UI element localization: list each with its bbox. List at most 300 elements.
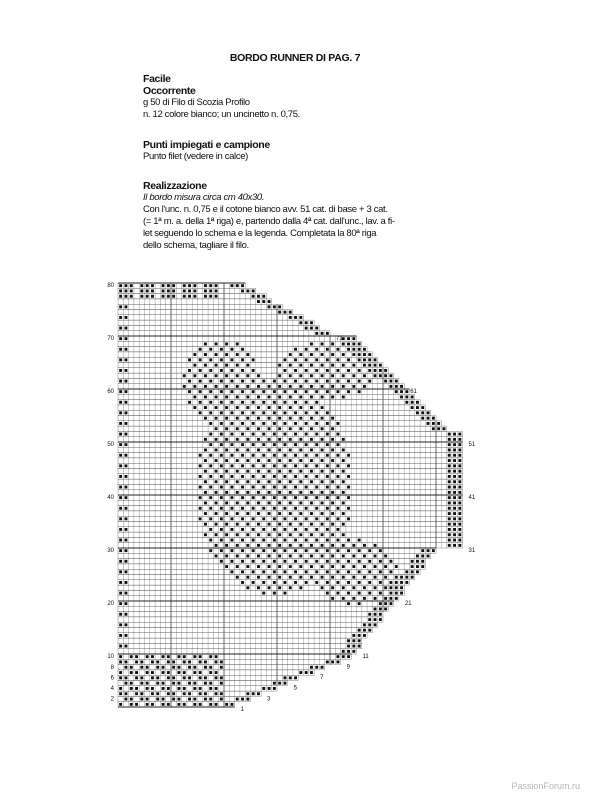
chart-filled-cell bbox=[453, 544, 456, 547]
chart-filled-cell bbox=[162, 703, 165, 706]
chart-filled-cell bbox=[342, 555, 345, 558]
chart-filled-cell bbox=[204, 502, 207, 505]
chart-filled-cell bbox=[337, 517, 340, 520]
chart-filled-cell bbox=[347, 602, 350, 605]
chart-filled-cell bbox=[310, 523, 313, 526]
chart-filled-cell bbox=[225, 449, 228, 452]
chart-filled-cell bbox=[146, 682, 149, 685]
chart-filled-cell bbox=[278, 438, 281, 441]
chart-filled-cell bbox=[368, 623, 371, 626]
chart-filled-cell bbox=[453, 528, 456, 531]
chart-filled-cell bbox=[368, 613, 371, 616]
chart-filled-cell bbox=[236, 459, 239, 462]
chart-filled-cell bbox=[458, 533, 461, 536]
chart-filled-cell bbox=[225, 438, 228, 441]
chart-filled-cell bbox=[188, 692, 191, 695]
chart-filled-cell bbox=[321, 491, 324, 494]
chart-filled-cell bbox=[236, 406, 239, 409]
chart-filled-cell bbox=[119, 623, 122, 626]
chart-filled-cell bbox=[209, 454, 212, 457]
chart-filled-cell bbox=[427, 555, 430, 558]
chart-filled-cell bbox=[273, 560, 276, 563]
chart-filled-cell bbox=[326, 433, 329, 436]
chart-filled-cell bbox=[220, 676, 223, 679]
chart-filled-cell bbox=[347, 486, 350, 489]
chart-filled-cell bbox=[448, 475, 451, 478]
chart-filled-cell bbox=[257, 491, 260, 494]
chart-filled-cell bbox=[140, 676, 143, 679]
chart-filled-cell bbox=[284, 496, 287, 499]
chart-filled-cell bbox=[241, 549, 244, 552]
chart-filled-cell bbox=[458, 454, 461, 457]
execution-heading: Realizzazione bbox=[143, 180, 207, 192]
chart-filled-cell bbox=[140, 692, 143, 695]
chart-filled-cell bbox=[278, 417, 281, 420]
chart-filled-cell bbox=[193, 703, 196, 706]
chart-filled-cell bbox=[305, 411, 308, 414]
chart-filled-cell bbox=[326, 507, 329, 510]
chart-filled-cell bbox=[289, 576, 292, 579]
chart-filled-cell bbox=[299, 449, 302, 452]
chart-filled-cell bbox=[299, 586, 302, 589]
chart-filled-cell bbox=[209, 411, 212, 414]
chart-filled-cell bbox=[204, 661, 207, 664]
chart-filled-cell bbox=[294, 454, 297, 457]
chart-filled-cell bbox=[246, 427, 249, 430]
chart-filled-cell bbox=[257, 438, 260, 441]
chart-filled-cell bbox=[220, 475, 223, 478]
difficulty-heading: Facile bbox=[143, 73, 171, 85]
chart-filled-cell bbox=[284, 581, 287, 584]
chart-filled-cell bbox=[215, 417, 218, 420]
chart-filled-cell bbox=[119, 676, 122, 679]
chart-filled-cell bbox=[284, 464, 287, 467]
chart-filled-cell bbox=[119, 703, 122, 706]
chart-filled-cell bbox=[215, 427, 218, 430]
chart-filled-cell bbox=[241, 528, 244, 531]
chart-filled-cell bbox=[199, 676, 202, 679]
chart-row bbox=[118, 537, 463, 542]
chart-filled-cell bbox=[231, 528, 234, 531]
chart-filled-cell bbox=[379, 608, 382, 611]
chart-filled-cell bbox=[458, 528, 461, 531]
chart-filled-cell bbox=[220, 464, 223, 467]
chart-filled-cell bbox=[427, 422, 430, 425]
chart-filled-cell bbox=[178, 666, 181, 669]
chart-filled-cell bbox=[289, 470, 292, 473]
chart-filled-cell bbox=[299, 491, 302, 494]
chart-filled-cell bbox=[262, 422, 265, 425]
chart-filled-cell bbox=[379, 613, 382, 616]
chart-filled-cell bbox=[204, 676, 207, 679]
chart-filled-cell bbox=[443, 427, 446, 430]
chart-filled-cell bbox=[278, 427, 281, 430]
chart-row bbox=[118, 315, 304, 320]
chart-filled-cell bbox=[257, 565, 260, 568]
chart-filled-cell bbox=[289, 676, 292, 679]
chart-filled-cell bbox=[432, 422, 435, 425]
chart-filled-cell bbox=[262, 570, 265, 573]
chart-filled-cell bbox=[236, 438, 239, 441]
execution-block bbox=[143, 180, 463, 252]
chart-filled-cell bbox=[151, 692, 154, 695]
chart-filled-cell bbox=[273, 549, 276, 552]
chart-filled-cell bbox=[146, 703, 149, 706]
chart-filled-cell bbox=[427, 549, 430, 552]
chart-row bbox=[118, 553, 431, 558]
chart-filled-cell bbox=[289, 480, 292, 483]
chart-row bbox=[118, 649, 357, 654]
chart-row bbox=[118, 431, 463, 436]
chart-filled-cell bbox=[252, 581, 255, 584]
chart-filled-cell bbox=[294, 507, 297, 510]
chart-filled-cell bbox=[268, 480, 271, 483]
chart-filled-cell bbox=[331, 565, 334, 568]
chart-filled-cell bbox=[374, 555, 377, 558]
chart-filled-cell bbox=[119, 433, 122, 436]
chart-filled-cell bbox=[119, 517, 122, 520]
chart-filled-cell bbox=[273, 486, 276, 489]
chart-filled-cell bbox=[310, 459, 313, 462]
chart-filled-cell bbox=[119, 560, 122, 563]
chart-filled-cell bbox=[331, 523, 334, 526]
chart-filled-cell bbox=[347, 560, 350, 563]
chart-filled-cell bbox=[146, 671, 149, 674]
chart-filled-cell bbox=[183, 671, 186, 674]
chart-filled-cell bbox=[448, 449, 451, 452]
chart-filled-cell bbox=[331, 544, 334, 547]
chart-filled-cell bbox=[220, 666, 223, 669]
chart-filled-cell bbox=[268, 502, 271, 505]
chart-filled-cell bbox=[193, 666, 196, 669]
chart-filled-cell bbox=[241, 570, 244, 573]
chart-filled-cell bbox=[289, 586, 292, 589]
chart-filled-cell bbox=[241, 475, 244, 478]
chart-filled-cell bbox=[390, 570, 393, 573]
chart-filled-cell bbox=[262, 539, 265, 542]
chart-filled-cell bbox=[453, 438, 456, 441]
chart-filled-cell bbox=[453, 464, 456, 467]
chart-filled-cell bbox=[305, 549, 308, 552]
chart-filled-cell bbox=[416, 406, 419, 409]
chart-filled-cell bbox=[453, 470, 456, 473]
chart-filled-cell bbox=[199, 401, 202, 404]
materials-heading: Occorrente bbox=[143, 85, 196, 97]
chart-filled-cell bbox=[337, 464, 340, 467]
chart-filled-cell bbox=[305, 517, 308, 520]
chart-filled-cell bbox=[188, 698, 191, 701]
chart-filled-cell bbox=[368, 549, 371, 552]
chart-filled-cell bbox=[352, 576, 355, 579]
chart-filled-cell bbox=[278, 533, 281, 536]
chart-filled-cell bbox=[220, 661, 223, 664]
chart-filled-cell bbox=[156, 682, 159, 685]
chart-filled-cell bbox=[130, 671, 133, 674]
chart-filled-cell bbox=[220, 401, 223, 404]
chart-filled-cell bbox=[458, 443, 461, 446]
chart-filled-cell bbox=[448, 502, 451, 505]
chart-filled-cell bbox=[246, 576, 249, 579]
chart-filled-cell bbox=[225, 427, 228, 430]
chart-filled-cell bbox=[204, 470, 207, 473]
chart-filled-cell bbox=[384, 555, 387, 558]
chart-filled-cell bbox=[257, 586, 260, 589]
chart-filled-cell bbox=[284, 570, 287, 573]
chart-filled-cell bbox=[125, 486, 128, 489]
chart-filled-cell bbox=[130, 682, 133, 685]
chart-filled-cell bbox=[278, 523, 281, 526]
chart-filled-cell bbox=[347, 539, 350, 542]
stitches-heading: Punti impiegati e campione bbox=[143, 139, 270, 151]
chart-filled-cell bbox=[315, 528, 318, 531]
chart-filled-cell bbox=[241, 454, 244, 457]
chart-filled-cell bbox=[252, 411, 255, 414]
chart-filled-cell bbox=[363, 629, 366, 632]
chart-filled-cell bbox=[130, 666, 133, 669]
chart-filled-cell bbox=[262, 411, 265, 414]
chart-filled-cell bbox=[162, 666, 165, 669]
chart-filled-cell bbox=[193, 698, 196, 701]
chart-filled-cell bbox=[384, 565, 387, 568]
chart-filled-cell bbox=[305, 454, 308, 457]
chart-filled-cell bbox=[119, 401, 122, 404]
chart-filled-cell bbox=[273, 433, 276, 436]
chart-filled-cell bbox=[125, 454, 128, 457]
chart-filled-cell bbox=[347, 464, 350, 467]
chart-filled-cell bbox=[379, 570, 382, 573]
chart-filled-cell bbox=[374, 613, 377, 616]
chart-filled-cell bbox=[167, 671, 170, 674]
chart-filled-cell bbox=[220, 682, 223, 685]
chart-filled-cell bbox=[193, 682, 196, 685]
chart-filled-cell bbox=[448, 491, 451, 494]
chart-filled-cell bbox=[188, 401, 191, 404]
chart-filled-cell bbox=[231, 443, 234, 446]
chart-filled-cell bbox=[448, 523, 451, 526]
chart-filled-cell bbox=[453, 512, 456, 515]
chart-filled-cell bbox=[337, 592, 340, 595]
chart-filled-cell bbox=[241, 517, 244, 520]
chart-filled-cell bbox=[352, 650, 355, 653]
chart-filled-cell bbox=[246, 586, 249, 589]
chart-filled-cell bbox=[215, 655, 218, 658]
chart-filled-cell bbox=[427, 411, 430, 414]
chart-filled-cell bbox=[347, 475, 350, 478]
chart-filled-cell bbox=[236, 576, 239, 579]
chart-filled-cell bbox=[246, 544, 249, 547]
chart-filled-cell bbox=[458, 486, 461, 489]
chart-filled-cell bbox=[315, 433, 318, 436]
chart-filled-cell bbox=[220, 496, 223, 499]
chart-filled-cell bbox=[368, 581, 371, 584]
chart-filled-cell bbox=[305, 507, 308, 510]
chart-filled-cell bbox=[241, 433, 244, 436]
chart-filled-cell bbox=[310, 470, 313, 473]
chart-filled-cell bbox=[315, 539, 318, 542]
chart-filled-cell bbox=[363, 544, 366, 547]
chart-filled-cell bbox=[326, 539, 329, 542]
chart-filled-cell bbox=[241, 486, 244, 489]
chart-filled-cell bbox=[284, 539, 287, 542]
chart-filled-cell bbox=[119, 570, 122, 573]
chart-filled-cell bbox=[347, 496, 350, 499]
chart-filled-cell bbox=[246, 565, 249, 568]
chart-filled-cell bbox=[294, 422, 297, 425]
chart-filled-cell bbox=[284, 411, 287, 414]
chart-filled-cell bbox=[278, 491, 281, 494]
chart-filled-cell bbox=[315, 486, 318, 489]
chart-filled-cell bbox=[299, 480, 302, 483]
chart-filled-cell bbox=[321, 544, 324, 547]
chart-filled-cell bbox=[315, 560, 318, 563]
chart-filled-cell bbox=[368, 618, 371, 621]
chart-filled-cell bbox=[209, 475, 212, 478]
chart-filled-cell bbox=[204, 512, 207, 515]
chart-filled-cell bbox=[310, 427, 313, 430]
chart-filled-cell bbox=[416, 560, 419, 563]
chart-filled-cell bbox=[294, 411, 297, 414]
chart-filled-cell bbox=[458, 496, 461, 499]
chart-filled-cell bbox=[204, 459, 207, 462]
chart-filled-cell bbox=[178, 687, 181, 690]
chart-filled-cell bbox=[220, 539, 223, 542]
chart-filled-cell bbox=[125, 613, 128, 616]
chart-filled-cell bbox=[347, 549, 350, 552]
chart-filled-cell bbox=[209, 528, 212, 531]
chart-filled-cell bbox=[257, 512, 260, 515]
chart-filled-cell bbox=[119, 592, 122, 595]
chart-filled-cell bbox=[395, 581, 398, 584]
chart-row bbox=[118, 696, 251, 701]
chart-filled-cell bbox=[453, 433, 456, 436]
chart-filled-cell bbox=[268, 491, 271, 494]
chart-filled-cell bbox=[448, 507, 451, 510]
chart-filled-cell bbox=[140, 682, 143, 685]
chart-filled-cell bbox=[183, 687, 186, 690]
chart-filled-cell bbox=[273, 464, 276, 467]
chart-row bbox=[118, 378, 399, 383]
instruction-line-4: dello schema, tagliare il filo. bbox=[143, 240, 249, 251]
chart-filled-cell bbox=[453, 502, 456, 505]
chart-filled-cell bbox=[437, 422, 440, 425]
chart-filled-cell bbox=[299, 438, 302, 441]
chart-filled-cell bbox=[305, 570, 308, 573]
chart-filled-cell bbox=[204, 692, 207, 695]
instruction-line-3: let seguendo lo schema e la legenda. Completata la 80ª riga bbox=[143, 228, 377, 239]
chart-filled-cell bbox=[458, 502, 461, 505]
chart-filled-cell bbox=[130, 655, 133, 658]
chart-filled-cell bbox=[342, 655, 345, 658]
chart-filled-cell bbox=[257, 502, 260, 505]
chart-filled-cell bbox=[262, 433, 265, 436]
chart-row bbox=[118, 622, 378, 627]
chart-filled-cell bbox=[246, 512, 249, 515]
chart-filled-cell bbox=[119, 634, 122, 637]
chart-filled-cell bbox=[268, 586, 271, 589]
chart-filled-cell bbox=[294, 549, 297, 552]
chart-filled-cell bbox=[284, 549, 287, 552]
chart-filled-cell bbox=[299, 502, 302, 505]
chart-filled-cell bbox=[257, 544, 260, 547]
chart-filled-cell bbox=[331, 533, 334, 536]
chart-filled-cell bbox=[199, 661, 202, 664]
chart-filled-cell bbox=[310, 491, 313, 494]
chart-filled-cell bbox=[125, 528, 128, 531]
chart-filled-cell bbox=[448, 496, 451, 499]
chart-filled-cell bbox=[310, 417, 313, 420]
chart-filled-cell bbox=[289, 544, 292, 547]
chart-filled-cell bbox=[246, 533, 249, 536]
chart-filled-cell bbox=[135, 703, 138, 706]
chart-filled-cell bbox=[305, 560, 308, 563]
chart-row bbox=[118, 421, 441, 426]
chart-filled-cell bbox=[448, 517, 451, 520]
chart-filled-cell bbox=[135, 655, 138, 658]
chart-filled-cell bbox=[305, 496, 308, 499]
chart-filled-cell bbox=[453, 496, 456, 499]
chart-filled-cell bbox=[215, 671, 218, 674]
chart-filled-cell bbox=[331, 661, 334, 664]
chart-row bbox=[118, 463, 463, 468]
chart-row bbox=[118, 299, 272, 304]
chart-filled-cell bbox=[448, 433, 451, 436]
chart-filled-cell bbox=[215, 692, 218, 695]
chart-filled-cell bbox=[119, 613, 122, 616]
chart-filled-cell bbox=[411, 565, 414, 568]
chart-filled-cell bbox=[358, 570, 361, 573]
chart-filled-cell bbox=[305, 475, 308, 478]
chart-filled-cell bbox=[347, 507, 350, 510]
chart-filled-cell bbox=[236, 565, 239, 568]
stitches-block bbox=[143, 139, 463, 163]
chart-filled-cell bbox=[299, 576, 302, 579]
chart-filled-cell bbox=[310, 555, 313, 558]
chart-filled-cell bbox=[204, 449, 207, 452]
chart-filled-cell bbox=[231, 507, 234, 510]
chart-filled-cell bbox=[209, 443, 212, 446]
chart-filled-cell bbox=[241, 496, 244, 499]
chart-filled-cell bbox=[236, 555, 239, 558]
chart-filled-cell bbox=[209, 486, 212, 489]
chart-filled-cell bbox=[246, 698, 249, 701]
chart-filled-cell bbox=[342, 512, 345, 515]
chart-filled-cell bbox=[326, 517, 329, 520]
chart-filled-cell bbox=[453, 459, 456, 462]
chart-filled-cell bbox=[289, 459, 292, 462]
chart-filled-cell bbox=[215, 676, 218, 679]
chart-filled-cell bbox=[246, 692, 249, 695]
chart-filled-cell bbox=[162, 698, 165, 701]
chart-filled-cell bbox=[178, 671, 181, 674]
chart-filled-cell bbox=[125, 692, 128, 695]
chart-filled-cell bbox=[273, 528, 276, 531]
chart-filled-cell bbox=[273, 539, 276, 542]
chart-filled-cell bbox=[374, 623, 377, 626]
chart-filled-cell bbox=[347, 517, 350, 520]
chart-row bbox=[118, 304, 282, 309]
chart-filled-cell bbox=[241, 464, 244, 467]
chart-filled-cell bbox=[199, 517, 202, 520]
chart-filled-cell bbox=[220, 692, 223, 695]
chart-filled-cell bbox=[241, 443, 244, 446]
chart-filled-cell bbox=[252, 570, 255, 573]
chart-filled-cell bbox=[273, 411, 276, 414]
chart-filled-cell bbox=[278, 512, 281, 515]
chart-filled-cell bbox=[241, 698, 244, 701]
chart-filled-cell bbox=[315, 666, 318, 669]
chart-filled-cell bbox=[448, 544, 451, 547]
chart-filled-cell bbox=[119, 496, 122, 499]
